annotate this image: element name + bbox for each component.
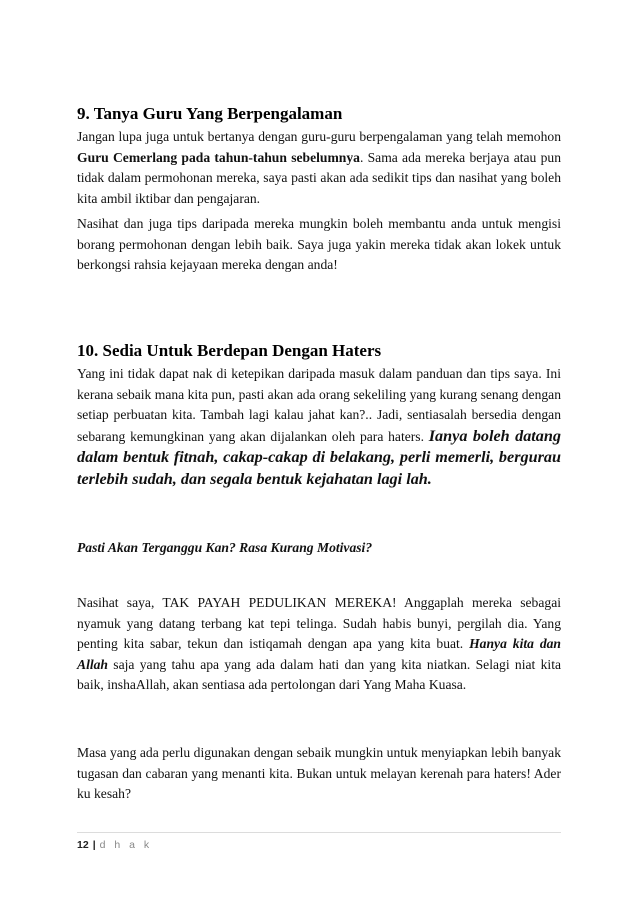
section-10-subheading: Pasti Akan Terganggu Kan? Rasa Kurang Motivasi? [77, 540, 373, 555]
section-10-p2-emphasis: Hanya kita dan Allah [77, 636, 561, 672]
section-10-p1-text: Yang ini tidak dapat nak di ketepikan daripada masuk dalam panduan dan tips saya. Ini kerana sebaik mana kita pun, pasti akan ada orang sekeliling yang kurang senang dengan setiap perbuatan kita. Tambah lagi kalau jahat kan?.. Jadi, sentiasalah bersedia dengan sebarang kemungkinan yang akan dijalankan oleh para haters. [77, 366, 561, 444]
section-10-heading: 10. Sedia Untuk Berdepan Dengan Haters [77, 341, 382, 360]
section-10-p2-text-a: Nasihat saya, TAK PAYAH PEDULIKAN MEREKA! Anggaplah mereka sebagai nyamuk yang datang terbang kat tepi telinga. Sudah habis bunyi, pergilah dia. Yang penting kita sabar, tekun dan istiqamah dengan apa yang kita buat. [77, 595, 561, 652]
footer-text [77, 839, 152, 851]
section-10-paragraph-1 [77, 364, 561, 490]
page-footer [77, 832, 561, 851]
section-9-p1-text-b: . Sama ada mereka berjaya atau pun tidak dalam permohonan mereka, saya pasti akan ada sedikit tips dan nasihat yang boleh kita ambil iktibar dan pengajaran. [77, 149, 561, 206]
section-10-p2-text-b: saja yang tahu apa yang ada dalam hati dan yang kita niatkan. Selagi niat kita baik, inshaAllah, akan sentiasa ada pertolongan dari Yang Maha Kuasa. [77, 656, 561, 693]
section-9-heading: 9. Tanya Guru Yang Berpengalaman [77, 104, 343, 123]
section-9-paragraph-1 [77, 127, 561, 209]
section-9-paragraph-2: Nasihat dan juga tips daripada mereka mungkin boleh membantu anda untuk mengisi borang permohonan dengan lebih baik. Saya juga yakin mereka tidak akan lokek untuk berkongsi rahsia kejayaan mereka dengan anda! [77, 216, 561, 273]
footer-separator: | [92, 839, 96, 851]
section-9-p1-bold: Guru Cemerlang pada tahun-tahun sebelumnya [77, 149, 360, 165]
section-10-paragraph-2 [77, 593, 561, 696]
footer-author: d h a k [99, 839, 153, 851]
section-10-p1-emphasis: Ianya boleh datang dalam bentuk fitnah, cakap-cakap di belakang, perli memerli, bergurau terlebih sudah, dan segala bentuk kejahatan lagi lah. [77, 426, 561, 488]
page-number: 12 [77, 839, 89, 851]
section-9-p1-text-a: Jangan lupa juga untuk bertanya dengan guru-guru berpengalaman yang telah memohon [77, 129, 561, 144]
section-10-paragraph-3: Masa yang ada perlu digunakan dengan sebaik mungkin untuk menyiapkan lebih banyak tugasan dan cabaran yang menanti kita. Bukan untuk melayan kerenah para haters! Ader ku kesah? [77, 745, 561, 802]
